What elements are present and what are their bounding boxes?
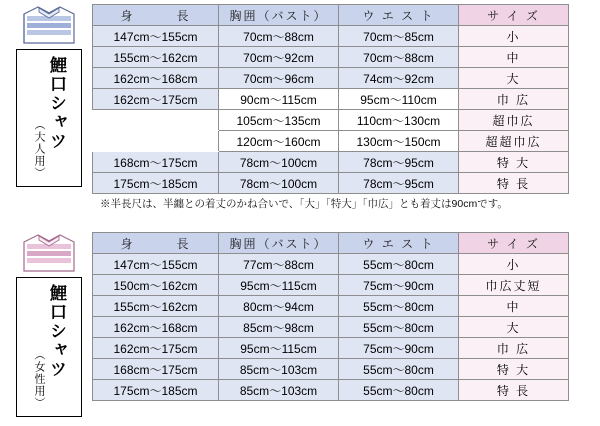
women-table-header-row bbox=[93, 233, 569, 254]
adult-r0-bust: 70cm〜88cm bbox=[219, 26, 339, 47]
table-row bbox=[93, 173, 569, 194]
women-r4-bust: 95cm〜115cm bbox=[219, 338, 339, 359]
women-header-bust: 胸囲（バスト） bbox=[219, 233, 339, 254]
women-label-sub: （女性用） bbox=[33, 349, 46, 409]
table-row bbox=[93, 68, 569, 89]
adult-r2-height: 162cm〜168cm bbox=[93, 68, 219, 89]
women-r2-height: 155cm〜162cm bbox=[93, 296, 219, 317]
women-r5-height: 168cm〜175cm bbox=[93, 359, 219, 380]
women-r6-bust: 85cm〜103cm bbox=[219, 380, 339, 401]
women-r0-waist: 55cm〜80cm bbox=[339, 254, 459, 275]
adult-header-bust: 胸囲（バスト） bbox=[219, 5, 339, 26]
women-r4-waist: 75cm〜90cm bbox=[339, 338, 459, 359]
shirt-icon-adult bbox=[16, 4, 82, 46]
adult-r4-size: 超巾広 bbox=[459, 110, 569, 131]
adult-r5-waist: 130cm〜150cm bbox=[339, 131, 459, 152]
adult-r1-height: 155cm〜162cm bbox=[93, 47, 219, 68]
adult-r7-height: 175cm〜185cm bbox=[93, 173, 219, 194]
table-row bbox=[93, 380, 569, 401]
women-size-table bbox=[92, 232, 569, 401]
women-r5-bust: 85cm〜103cm bbox=[219, 359, 339, 380]
women-label-box bbox=[16, 277, 82, 417]
women-size-block bbox=[6, 232, 569, 417]
women-r1-waist: 75cm〜90cm bbox=[339, 275, 459, 296]
women-r1-size: 巾広丈短 bbox=[459, 275, 569, 296]
table-row bbox=[93, 275, 569, 296]
adult-r1-size: 中 bbox=[459, 47, 569, 68]
adult-r1-waist: 70cm〜88cm bbox=[339, 47, 459, 68]
adult-r7-size: 特 長 bbox=[459, 173, 569, 194]
adult-r6-size: 特 大 bbox=[459, 152, 569, 173]
table-row bbox=[93, 89, 569, 110]
adult-r4-height bbox=[93, 110, 219, 131]
adult-r1-bust: 70cm〜92cm bbox=[219, 47, 339, 68]
women-header-size: サ イ ズ bbox=[459, 233, 569, 254]
table-row bbox=[93, 47, 569, 68]
adult-label-main: 鯉口シャツ bbox=[47, 56, 67, 151]
adult-r0-height: 147cm〜155cm bbox=[93, 26, 219, 47]
adult-r7-waist: 78cm〜95cm bbox=[339, 173, 459, 194]
adult-r6-waist: 78cm〜95cm bbox=[339, 152, 459, 173]
adult-label-sub: （大人用） bbox=[33, 119, 46, 179]
adult-r7-bust: 78cm〜100cm bbox=[219, 173, 339, 194]
women-r1-bust: 95cm〜115cm bbox=[219, 275, 339, 296]
adult-r2-size: 大 bbox=[459, 68, 569, 89]
women-r6-size: 特 長 bbox=[459, 380, 569, 401]
table-row bbox=[93, 338, 569, 359]
adult-header-size: サ イ ズ bbox=[459, 5, 569, 26]
adult-r5-height bbox=[93, 131, 219, 152]
adult-header-waist: ウ エ ス ト bbox=[339, 5, 459, 26]
women-r3-size: 大 bbox=[459, 317, 569, 338]
women-header-height: 身 長 bbox=[93, 233, 219, 254]
adult-r2-waist: 74cm〜92cm bbox=[339, 68, 459, 89]
adult-r3-waist: 95cm〜110cm bbox=[339, 89, 459, 110]
women-r2-waist: 55cm〜80cm bbox=[339, 296, 459, 317]
adult-label-box bbox=[16, 49, 82, 187]
adult-r6-bust: 78cm〜100cm bbox=[219, 152, 339, 173]
adult-label-column bbox=[6, 4, 92, 187]
table-row bbox=[93, 110, 569, 131]
table-row bbox=[93, 359, 569, 380]
adult-r6-height: 168cm〜175cm bbox=[93, 152, 219, 173]
women-r6-height: 175cm〜185cm bbox=[93, 380, 219, 401]
women-r0-height: 147cm〜155cm bbox=[93, 254, 219, 275]
women-r4-size: 巾 広 bbox=[459, 338, 569, 359]
table-row bbox=[93, 131, 569, 152]
adult-r3-bust: 90cm〜115cm bbox=[219, 89, 339, 110]
adult-r5-size: 超超巾広 bbox=[459, 131, 569, 152]
women-r3-waist: 55cm〜80cm bbox=[339, 317, 459, 338]
adult-r3-height: 162cm〜175cm bbox=[93, 89, 219, 110]
table-row bbox=[93, 317, 569, 338]
table-row bbox=[93, 26, 569, 47]
women-label-main: 鯉口シャツ bbox=[47, 284, 67, 379]
adult-size-block bbox=[6, 4, 569, 194]
women-r4-height: 162cm〜175cm bbox=[93, 338, 219, 359]
women-header-waist: ウ エ ス ト bbox=[339, 233, 459, 254]
women-r2-bust: 80cm〜94cm bbox=[219, 296, 339, 317]
adult-table-header-row bbox=[93, 5, 569, 26]
women-r5-size: 特 大 bbox=[459, 359, 569, 380]
women-r1-height: 150cm〜162cm bbox=[93, 275, 219, 296]
women-label-column bbox=[6, 232, 92, 417]
footnote: ※半長尺は、半纏との着丈のかね合いで、「大」「特大」「巾広」とも着丈は90cmです。 bbox=[100, 198, 508, 210]
adult-r2-bust: 70cm〜96cm bbox=[219, 68, 339, 89]
adult-r0-waist: 70cm〜85cm bbox=[339, 26, 459, 47]
women-r6-waist: 55cm〜80cm bbox=[339, 380, 459, 401]
women-r3-bust: 85cm〜98cm bbox=[219, 317, 339, 338]
women-r0-size: 小 bbox=[459, 254, 569, 275]
women-r5-waist: 55cm〜80cm bbox=[339, 359, 459, 380]
women-r2-size: 中 bbox=[459, 296, 569, 317]
adult-r5-bust: 120cm〜160cm bbox=[219, 131, 339, 152]
women-r3-height: 162cm〜168cm bbox=[93, 317, 219, 338]
adult-r4-waist: 110cm〜130cm bbox=[339, 110, 459, 131]
table-row bbox=[93, 152, 569, 173]
adult-header-height: 身 長 bbox=[93, 5, 219, 26]
table-row bbox=[93, 296, 569, 317]
adult-r3-size: 巾 広 bbox=[459, 89, 569, 110]
adult-r0-size: 小 bbox=[459, 26, 569, 47]
table-row bbox=[93, 254, 569, 275]
adult-size-table bbox=[92, 4, 569, 194]
shirt-icon-women bbox=[16, 232, 82, 274]
adult-r4-bust: 105cm〜135cm bbox=[219, 110, 339, 131]
women-r0-bust: 77cm〜88cm bbox=[219, 254, 339, 275]
